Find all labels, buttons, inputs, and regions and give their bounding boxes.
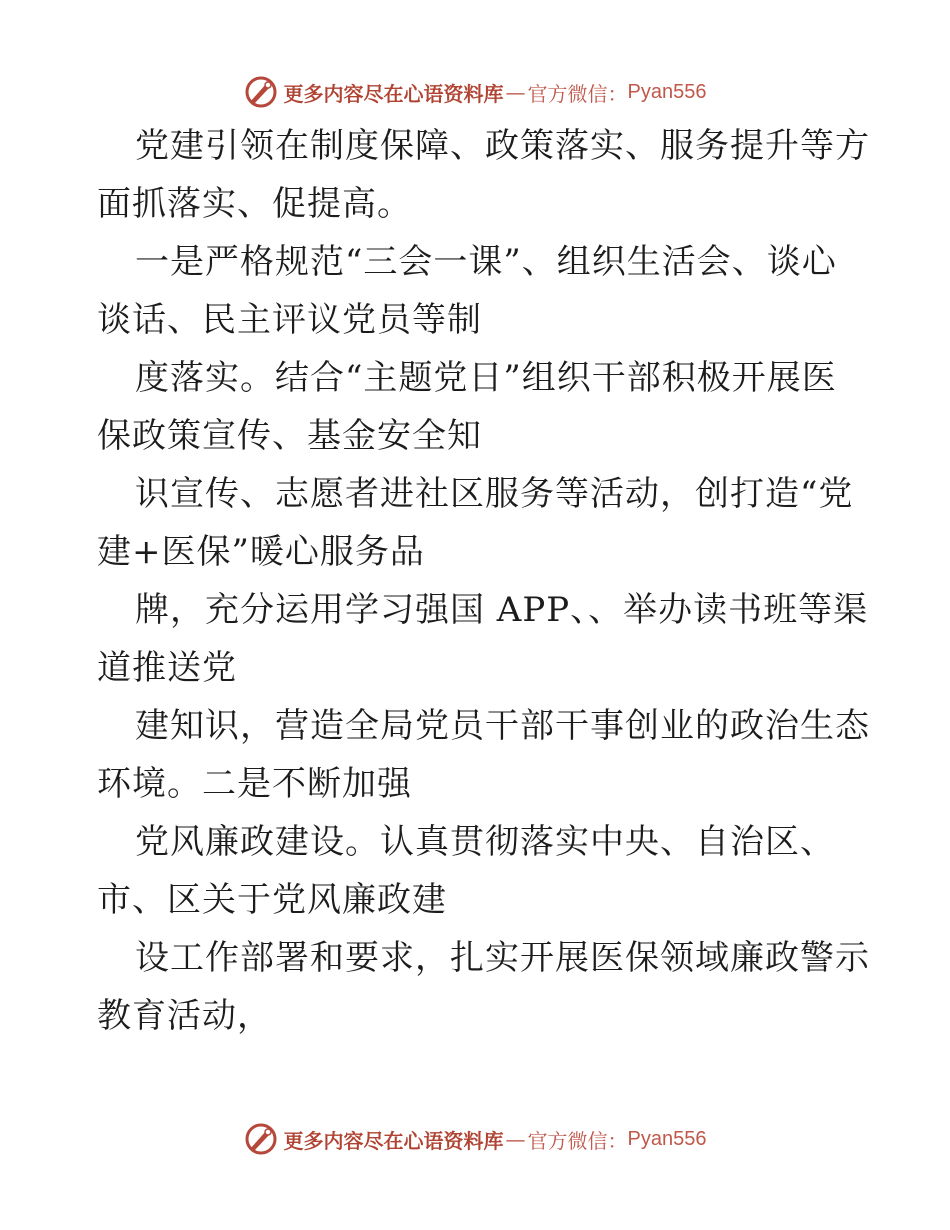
watermark-handle: Pyan556 [627,1127,707,1150]
paragraph [97,233,857,349]
watermark-main-text: 更多内容尽在心语资料库 [283,1128,504,1153]
paragraph-continuation: 建+医保”暖心服务品 [97,532,425,572]
paragraph [97,349,857,465]
document-body [97,117,870,1045]
paragraph-first-line: 牌，充分运用学习强国 APP、、举办读书班等渠 [135,590,869,630]
paragraph [97,697,870,813]
paragraph-first-line: 一是严格规范“三会一课”、组织生活会、谈心 [135,242,837,282]
paragraph-first-line: 度落实。结合“主题党日”组织干部积极开展医 [135,358,837,398]
paragraph [97,813,857,929]
pen-circle-logo-icon [244,75,278,109]
watermark-handle: Pyan556 [627,80,707,103]
paragraph [97,117,870,233]
paragraph-continuation: 环境。二是不断加强 [97,764,412,804]
footer-watermark [0,1119,950,1159]
watermark-dash: — [505,1127,526,1151]
paragraph-continuation: 保政策宣传、基金安全知 [97,416,482,456]
paragraph-continuation: 道推送党 [97,648,237,688]
paragraph-first-line: 建知识，营造全局党员干部干事创业的政治生态 [135,706,870,746]
paragraph [97,929,870,1045]
paragraph-first-line: 设工作部署和要求，扎实开展医保领域廉政警示 [135,938,870,978]
paragraph-first-line: 党风廉政建设。认真贯彻落实中央、自治区、 [135,822,835,862]
pen-circle-logo-icon [244,1122,278,1156]
paragraph-continuation: 谈话、民主评议党员等制 [97,300,482,340]
paragraph-continuation: 面抓落实、促提高。 [97,184,412,224]
paragraph-first-line: 党建引领在制度保障、政策落实、服务提升等方 [135,126,870,166]
paragraph-continuation: 教育活动， [97,996,272,1036]
paragraph [97,581,869,697]
paragraph-continuation: 市、区关于党风廉政建 [97,880,447,920]
header-watermark [0,72,950,112]
watermark-sub-text: 官方微信： [527,81,628,106]
paragraph [97,465,857,581]
watermark-main-text: 更多内容尽在心语资料库 [283,81,504,106]
paragraph-first-line: 识宣传、志愿者进社区服务等活动，创打造“党 [135,474,854,514]
watermark-sub-text: 官方微信： [527,1128,628,1153]
watermark-dash: — [505,80,526,104]
